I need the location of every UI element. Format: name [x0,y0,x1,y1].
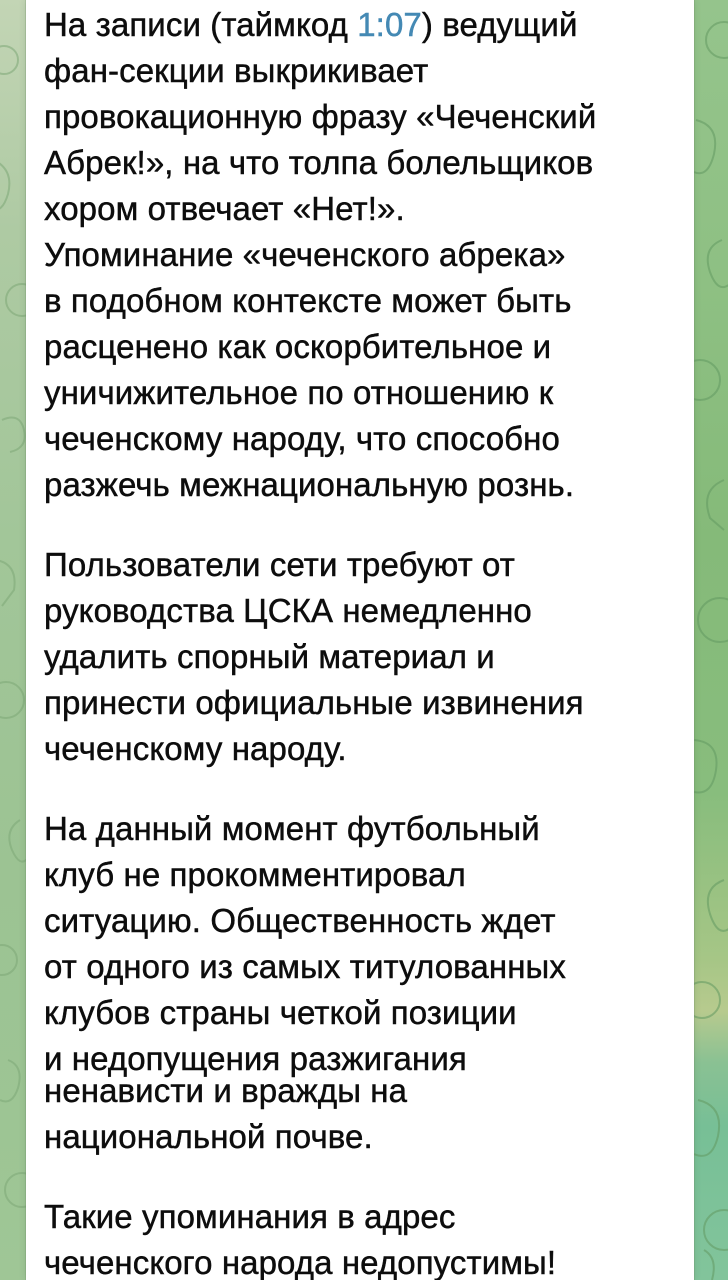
message-line [44,140,690,186]
message-text-segment: фан-секции выкрикивает [44,52,429,89]
message-text-segment: Абрек!», на что толпа болельщиков [44,144,594,181]
message-text-segment: Пользователи сети требуют от [44,546,516,583]
chat-background-right [694,0,728,1280]
message-line [44,990,690,1036]
message-line [44,898,690,944]
message-line [44,1114,690,1160]
message-paragraph [44,1194,690,1280]
message-line [44,324,690,370]
message-text-segment: ) ведущий [421,6,578,43]
message-line [44,2,690,48]
message-text-segment: руководства ЦСКА немедленно [44,592,532,629]
message-text-segment: принести официальные извинения [44,684,584,721]
message-line [44,944,690,990]
message-line [44,806,690,852]
message-text-segment: чеченского народа недопустимы! [44,1244,557,1280]
message-text-segment: и недопущения разжигания [44,1040,467,1077]
background-doodle-pattern-left [0,0,26,1280]
message-bubble[interactable] [26,0,694,1280]
message-line [44,1240,690,1280]
message-text-segment: расценено как оскорбительное и [44,328,552,365]
message-line [44,726,690,772]
message-line [44,278,690,324]
message-text-segment: На записи (таймкод [44,6,358,43]
message-line [44,634,690,680]
message-text-segment: ненависти и вражды на [44,1072,408,1109]
message-text-segment: клубов страны четкой позиции [44,994,517,1031]
message-line [44,48,690,94]
message-text-segment: Упоминание «чеченского абрека» [44,236,566,273]
message-text-segment: разжечь межнациональную рознь. [44,466,575,503]
message-text-segment: уничижительное по отношению к [44,374,554,411]
message-line [44,680,690,726]
message-line [44,462,690,508]
message-line [44,370,690,416]
message-line [44,186,690,232]
background-doodle-pattern-right [694,0,728,1280]
message-text [44,2,690,1280]
message-text-segment: национальной почве. [44,1118,373,1155]
message-line [44,542,690,588]
message-text-segment: от одного из самых титулованных [44,948,566,985]
message-text-segment: провокационную фразу «Чеченский [44,98,597,135]
timecode-link[interactable]: 1:07 [357,6,422,43]
message-text-segment: удалить спорный материал и [44,638,495,675]
message-paragraph [44,232,690,508]
message-paragraph [44,542,690,772]
message-line [44,1068,690,1114]
message-text-segment: ситуацию. Общественность ждет [44,902,556,939]
message-line [44,232,690,278]
message-text-segment: чеченскому народу. [44,730,347,767]
message-line [44,588,690,634]
message-line [44,852,690,898]
chat-background-left [0,0,26,1280]
message-text-segment: На данный момент футбольный [44,810,540,847]
message-line [44,94,690,140]
message-paragraph [44,806,690,1160]
message-line [44,416,690,462]
message-text-segment: Такие упоминания в адрес [44,1198,456,1235]
message-text-segment: чеченскому народу, что способно [44,420,560,457]
message-text-segment: клуб не прокомментировал [44,856,466,893]
message-paragraph [44,2,690,232]
message-line [44,1194,690,1240]
message-text-segment: хором отвечает «Нет!». [44,190,405,227]
message-text-segment: в подобном контексте может быть [44,282,572,319]
